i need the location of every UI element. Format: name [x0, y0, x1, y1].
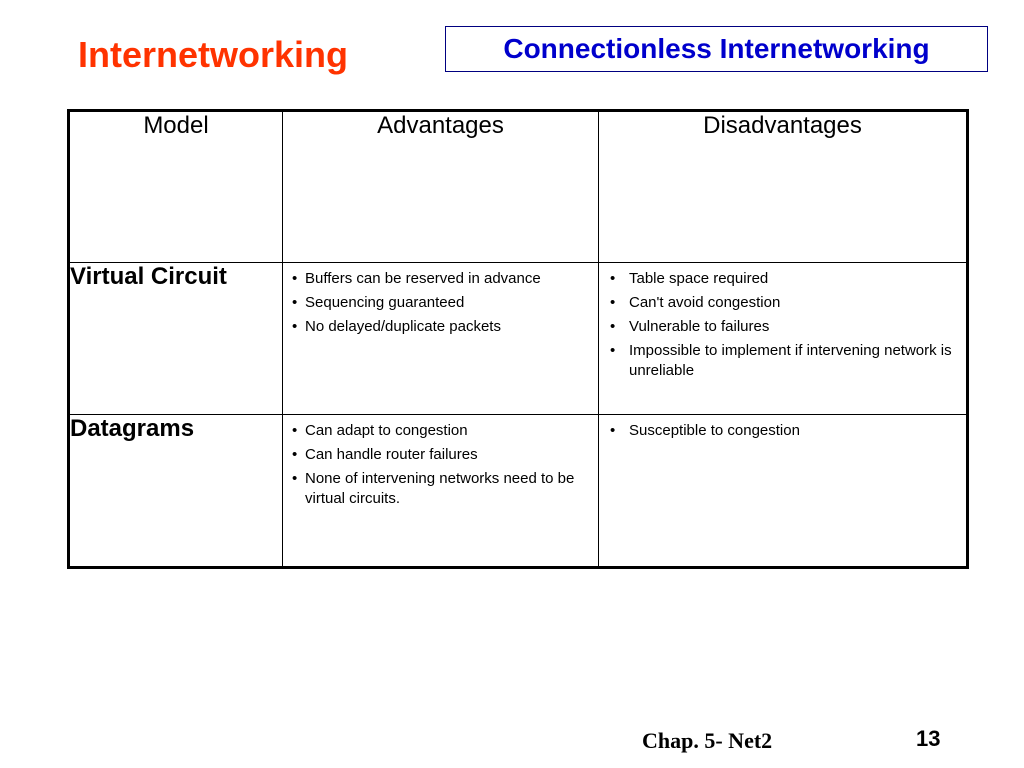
virtual-circuit-disadvantages — [599, 263, 968, 415]
datagrams-disadvantages — [599, 415, 968, 568]
table-row — [69, 263, 968, 415]
table-row — [69, 415, 968, 568]
datagrams-advantages — [283, 415, 599, 568]
list-item: • Susceptible to congestion — [607, 421, 960, 441]
list-item: • Vulnerable to failures — [607, 317, 960, 337]
page-number: 13 — [916, 726, 941, 751]
slide-subtitle: Connectionless Internetworking — [503, 33, 930, 64]
slide-title: Internetworking — [78, 34, 349, 75]
list-item: • Can adapt to congestion — [291, 421, 592, 441]
list-item: • None of intervening networks need to be virtual circuits. — [291, 469, 592, 509]
header-model: Model — [69, 111, 283, 263]
model-datagrams: Datagrams — [69, 415, 283, 568]
list-item: • Sequencing guaranteed — [291, 293, 592, 313]
comparison-table — [67, 109, 969, 569]
header-disadvantages: Disadvantages — [599, 111, 968, 263]
list-item: • No delayed/duplicate packets — [291, 317, 592, 337]
list-item: • Can't avoid congestion — [607, 293, 960, 313]
list-item: • Can handle router failures — [291, 445, 592, 465]
footer-chapter: Chap. 5- Net2 — [642, 728, 773, 753]
table-header-row — [69, 111, 968, 263]
list-item: • Table space required — [607, 269, 960, 289]
header-advantages: Advantages — [283, 111, 599, 263]
subtitle-box — [445, 26, 988, 72]
model-virtual-circuit: Virtual Circuit — [69, 263, 283, 415]
list-item: • Impossible to implement if intervening network is unreliable — [607, 341, 960, 381]
list-item: • Buffers can be reserved in advance — [291, 269, 592, 289]
virtual-circuit-advantages — [283, 263, 599, 415]
